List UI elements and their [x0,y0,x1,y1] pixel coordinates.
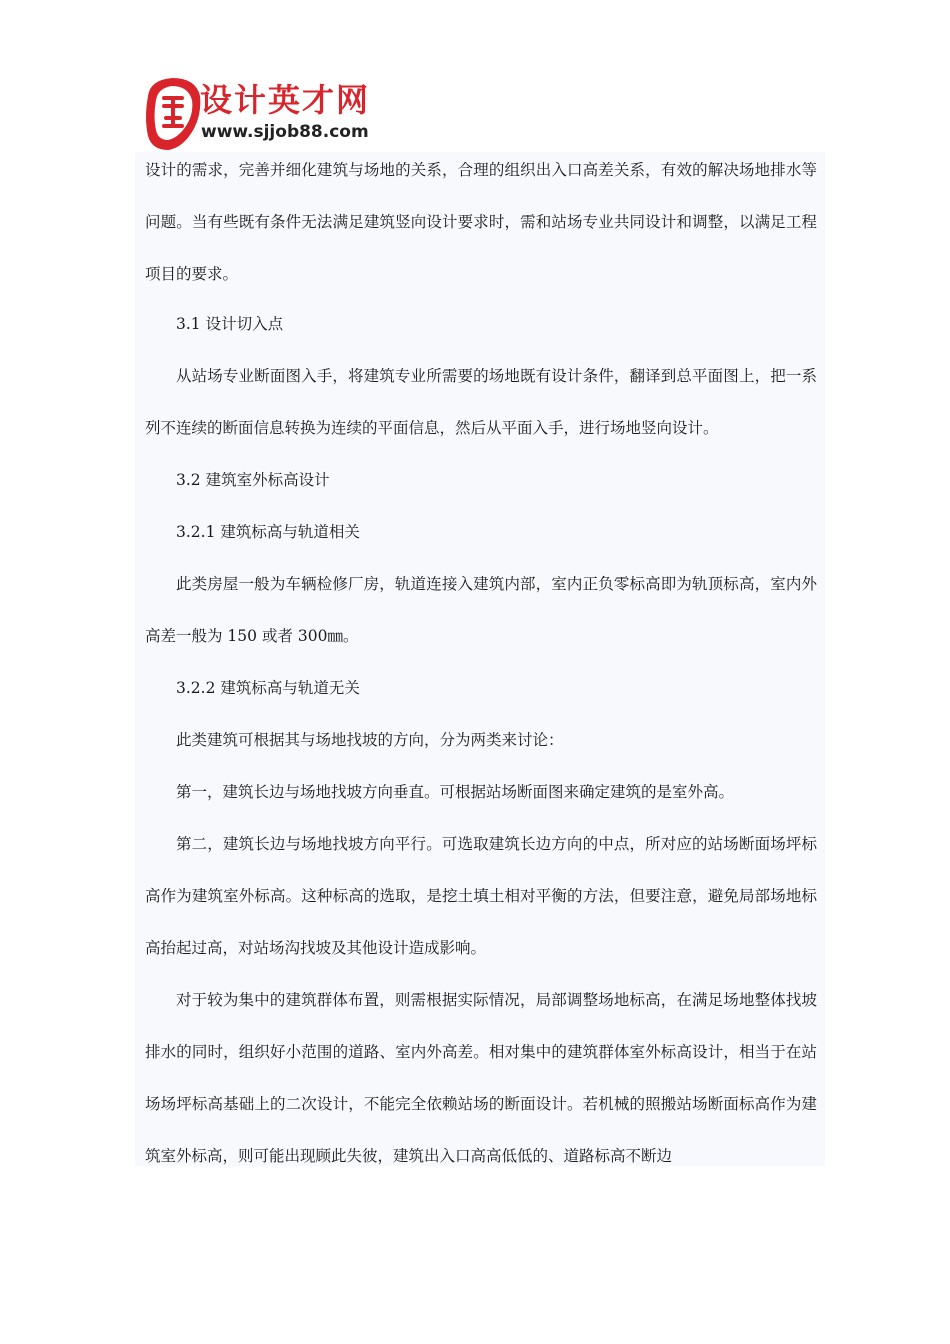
paragraph-5: 第一，建筑长边与场地找坡方向垂直。可根据站场断面图来确定建筑的是室外高。 [176,783,735,801]
logo-site-name: 设计英才网 [200,81,371,119]
paragraph-6: 第二，建筑长边与场地找坡方向平行。可选取建筑长边方向的中点，所对应的站场断面场坪标高作为建筑室外标高。这种标高的选取，是挖土填土相对平衡的方法，但要注意，避免局部场地标高抬起过高，对站场沟找坡及其他设计造成影响。 [145,835,817,957]
paragraph-7: 对于较为集中的建筑群体布置，则需根据实际情况，局部调整场地标高，在满足场地整体找坡排水的同时，组织好小范围的道路、室内外高差。相对集中的建筑群体室外标高设计，相当于在站场场坪标高基础上的二次设计，不能完全依赖站场的断面设计。若机械的照搬站场断面标高作为建筑室外标高，则可能出现顾此失彼，建筑出入口高高低低的、道路标高不断边 [145,991,817,1165]
section-heading-3-2-1: 3.2.1 建筑标高与轨道相关 [176,523,360,541]
section-heading-3-1: 3.1 设计切入点 [176,315,284,333]
logo-mark-icon [142,74,204,152]
section-heading-3-2-2: 3.2.2 建筑标高与轨道无关 [176,679,360,697]
logo-site-url[interactable]: www.sjjob88.com [201,122,369,142]
paragraph-4: 此类建筑可根据其与场地找坡的方向，分为两类来讨论： [176,731,564,749]
paragraph-2: 从站场专业断面图入手，将建筑专业所需要的场地既有设计条件，翻译到总平面图上，把一系列不连续的断面信息转换为连续的平面信息，然后从平面入手，进行场地竖向设计。 [145,367,817,437]
paragraph-1: 设计的需求，完善并细化建筑与场地的关系，合理的组织出入口高差关系，有效的解决场地排水等问题。当有些既有条件无法满足建筑竖向设计要求时，需和站场专业共同设计和调整，以满足工程项目的要求。 [145,161,817,283]
site-logo[interactable] [140,74,400,154]
paragraph-3: 此类房屋一般为车辆检修厂房，轨道连接入建筑内部，室内正负零标高即为轨顶标高，室内外高差一般为 150 或者 300㎜。 [145,575,817,645]
section-heading-3-2: 3.2 建筑室外标高设计 [176,471,330,489]
